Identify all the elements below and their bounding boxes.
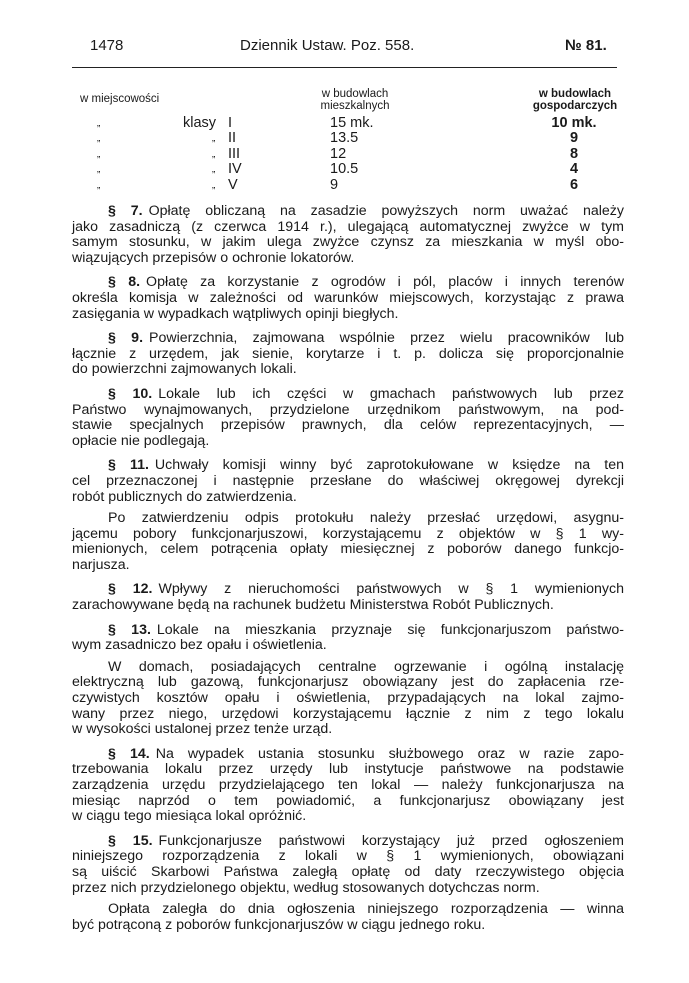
text-line <box>72 794 624 810</box>
line-text: Opłatę za korzystanie z ogrodów i pól, placów i innych terenów <box>146 274 624 291</box>
text-line <box>72 582 624 598</box>
text-line <box>72 707 624 723</box>
farm-rate: 4 <box>569 161 579 178</box>
text-line <box>72 778 624 794</box>
header-rule <box>72 67 617 68</box>
text-line <box>72 307 624 323</box>
line-text: w wysokości ustalonej przez tenże urząd. <box>72 721 333 738</box>
text-line <box>72 331 624 347</box>
page-number: 1478 <box>90 37 124 54</box>
line-text: wany przez niego, urzędowi korzystającemu łącznie z nim z tego lokalu <box>72 705 624 722</box>
text-line <box>72 762 624 778</box>
text-line <box>72 881 624 897</box>
class-numeral: V <box>228 176 238 193</box>
paragraph <box>72 387 624 449</box>
line-text: wiązujących przepisów o ochronie lokatorów. <box>72 249 355 266</box>
ditto-mark: „ <box>97 148 101 160</box>
residential-rate: 9 <box>330 176 339 193</box>
line-text: określa komisja w zależności od warunków miejscowych, korzystając z prawa <box>72 289 624 306</box>
line-text: zarządzenia urzędu przydzielającego ten lokal — należy funkcjonarjusza na <box>72 777 624 793</box>
header-line: w budowlach <box>538 88 612 100</box>
table-row <box>80 115 625 130</box>
text-line <box>72 747 624 763</box>
line-text: w ciągu tego miesiąca lokal opróżnić. <box>72 808 307 825</box>
line-text: wym zasadniczo bez opału i oświetlenia. <box>72 637 327 654</box>
table-row <box>80 177 625 192</box>
text-line <box>72 490 624 506</box>
header-line: gospodarczych <box>532 100 618 112</box>
farm-rate: 10 mk. <box>551 115 597 131</box>
section-label: § 8. <box>108 274 141 291</box>
ditto-mark: „ <box>97 164 101 176</box>
line-text: zarachowywane będą na rachunek budżetu Ministerstwa Robót Publicznych. <box>72 597 554 614</box>
text-line <box>72 474 624 490</box>
line-text: są uiścić Skarbowi Państwa zaległą opłatę od daty rzeczywistego objęcia <box>72 863 624 880</box>
text-line <box>72 204 624 220</box>
class-numeral: I <box>228 115 233 131</box>
paragraph <box>72 458 624 505</box>
ditto-mark: „ <box>97 133 101 145</box>
line-text: Państwo wynajmowanych, przydzielone urzędnikom państwowym, na pod- <box>72 401 624 418</box>
text-line <box>72 865 624 881</box>
section-label: § 15. <box>108 832 153 849</box>
table-row <box>80 146 625 161</box>
table-row <box>80 161 625 176</box>
paragraph <box>72 747 624 825</box>
class-numeral: III <box>228 145 241 162</box>
section-label: § 13. <box>108 621 151 638</box>
residential-rate: 13.5 <box>330 130 359 147</box>
line-text: samym stosunku, w jakim ulega zwyżce czynsz za mieszkania w myśl obo- <box>72 234 624 251</box>
class-word: „ <box>212 179 216 191</box>
paragraph <box>72 582 624 613</box>
class-word: klasy <box>183 115 217 131</box>
ditto-mark: „ <box>97 179 101 191</box>
residential-rate: 10.5 <box>330 161 359 178</box>
text-line <box>72 458 624 474</box>
text-line <box>72 834 624 850</box>
line-text: stawie specjalnych przepisów prawnych, dla celów reprezentacyjnych, — <box>72 417 624 434</box>
line-text: robót publicznych do zatwierdzenia. <box>72 488 297 505</box>
text-line <box>72 918 624 934</box>
paragraph <box>72 275 624 322</box>
paragraph <box>72 834 624 896</box>
farm-rate: 8 <box>569 145 579 162</box>
text-line <box>72 598 624 614</box>
line-text: jącemu pobory funkcjonarjuszowi, korzystającemu z objektów w § 1 wy- <box>72 525 624 542</box>
text-line <box>72 902 624 918</box>
paragraph <box>72 511 624 573</box>
text-line <box>72 434 624 450</box>
journal-title: Dziennik Ustaw. Poz. 558. <box>240 37 415 54</box>
col-farm-header <box>515 88 635 112</box>
farm-rate: 9 <box>569 130 579 147</box>
header-line: mieszkalnych <box>320 100 390 112</box>
line-text: Na wypadek ustania stosunku służbowego oraz w razie zapo- <box>155 745 624 762</box>
text-line <box>72 251 624 267</box>
section-label: § 14. <box>108 745 150 762</box>
section-label: § 7. <box>108 203 143 219</box>
class-numeral: II <box>228 130 237 147</box>
paragraph <box>72 660 624 738</box>
text-line <box>72 275 624 291</box>
text-line <box>72 660 624 676</box>
line-text: Po zatwierdzeniu odpis protokułu należy przesłać urzędowi, asygnu- <box>108 510 624 527</box>
class-word: „ <box>212 133 216 145</box>
line-text: Opłata zaległa do dnia ogłoszenia niniejszego rozporządzenia — winna <box>108 901 624 918</box>
paragraph <box>72 204 624 266</box>
text-line <box>72 542 624 558</box>
text-line <box>72 220 624 236</box>
document-body <box>72 204 624 942</box>
line-text: Wpływy z nieruchomości państwowych w § 1 wymienionych <box>158 581 624 598</box>
text-line <box>72 675 624 691</box>
text-line <box>72 527 624 543</box>
col-place-header: w miejscowości <box>80 93 160 105</box>
line-text: zasięgania w wypadkach wątpliwych opinji biegłych. <box>72 305 399 322</box>
line-text: do powierzchni zajmowanych lokali. <box>72 361 297 378</box>
text-line <box>72 418 624 434</box>
ditto-mark: „ <box>97 118 101 129</box>
text-line <box>72 235 624 251</box>
line-text: być potrąconą z poborów funkcjonarjuszów w ciągu jednego roku. <box>72 916 486 933</box>
line-text: łącznie z urzędem, jak sienie, korytarze i t. p. dolicza się proporcjonalnie <box>72 345 624 362</box>
text-line <box>72 347 624 363</box>
text-line <box>72 638 624 654</box>
text-line <box>72 403 624 419</box>
line-text: Lokale lub ich części w gmachach państwowych lub przez <box>158 385 624 402</box>
text-line <box>72 623 624 639</box>
line-text: mienionych, celem potrącenia opłaty miesięcznej z poborów danego funkcjo- <box>72 541 624 558</box>
farm-rate: 6 <box>569 176 579 193</box>
line-text: Uchwały komisji winny być zaprotokułowane w księdze na ten <box>154 457 625 474</box>
section-label: § 12. <box>108 581 153 598</box>
class-numeral: IV <box>228 161 242 178</box>
text-line <box>72 511 624 527</box>
line-text: opłacie nie podlegają. <box>72 432 210 449</box>
section-label: § 10. <box>108 385 153 402</box>
text-line <box>72 691 624 707</box>
text-line <box>72 849 624 865</box>
text-line <box>72 809 624 825</box>
section-label: § 9. <box>108 330 144 347</box>
text-line <box>72 558 624 574</box>
line-text: W domach, posiadających centralne ogrzewanie i ogólną instalację <box>108 658 624 675</box>
line-text: czywistych kosztów opału i oświetlenia, przypadających na lokal zajmo- <box>72 690 624 707</box>
text-line <box>72 291 624 307</box>
paragraph <box>72 902 624 933</box>
line-text: jako zasadniczą (z czerwca 1914 r.), ulegającą automatycznej zwyżce w tym <box>72 218 624 235</box>
line-text: przez nich przydzielonego objektu, według stosowanych dotychczas norm. <box>72 879 540 896</box>
text-line <box>72 387 624 403</box>
col-residential-header <box>295 88 415 112</box>
table-row <box>80 130 625 145</box>
section-label: § 11. <box>108 457 149 474</box>
text-line <box>72 362 624 378</box>
line-text: Funkcjonarjusze państwowi korzystający już przed ogłoszeniem <box>158 832 624 849</box>
paragraph <box>72 331 624 378</box>
line-text: narjusza. <box>72 556 130 573</box>
line-text: cel przeznaczonej i następnie przesłane do właściwej okręgowej dyrekcji <box>72 472 624 489</box>
text-line <box>72 722 624 738</box>
issue-number: № 81. <box>565 37 607 54</box>
residential-rate: 12 <box>330 145 347 162</box>
line-text: miesiąc naprzód o tem powiadomić, a funkcjonarjusz obowiązany jest <box>72 792 624 809</box>
class-word: „ <box>212 148 216 160</box>
paragraph <box>72 623 624 654</box>
line-text: trzebowania lokalu przez urzędy lub instytucje państwowe na podstawie <box>72 761 624 778</box>
header-line: w budowlach <box>321 88 389 100</box>
line-text: niniejszego rozporządzenia z lokali w § 1 wymienionych, obowiązani <box>72 848 624 865</box>
line-text: Powierzchnia, zajmowana wspólnie przez wielu pracowników lub <box>149 330 624 347</box>
line-text: Lokale na mieszkania przyznaje się funkcjonarjuszom państwo- <box>156 621 624 638</box>
line-text: elektryczną lub gazową, funkcjonarjusz obowiązany jest do zapłacenia rze- <box>72 674 624 691</box>
residential-rate: 15 mk. <box>330 115 374 131</box>
class-word: „ <box>212 164 216 176</box>
line-text: Opłatę obliczaną na zasadzie powyższych norm uważać należy <box>148 203 624 219</box>
